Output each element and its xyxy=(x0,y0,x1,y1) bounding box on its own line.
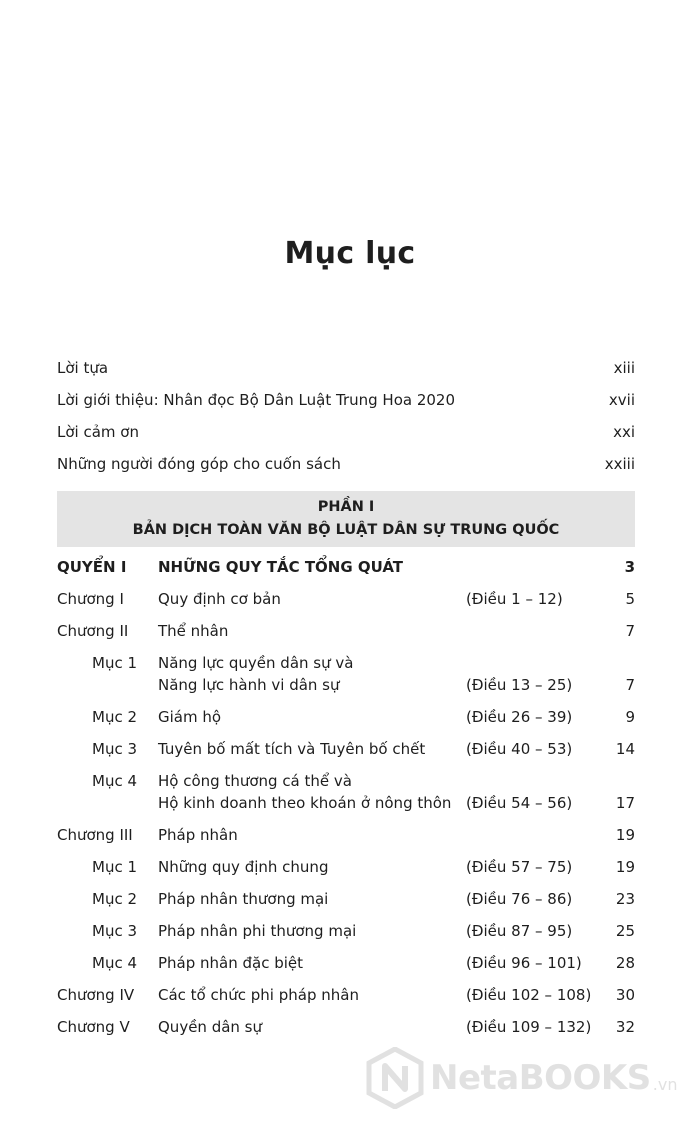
entry-label: Chương IV xyxy=(57,986,135,1004)
entry-title: Hộ công thương cá thể và xyxy=(158,772,352,790)
entry-title: Lời cảm ơn xyxy=(57,423,139,441)
entry-label: Mục 4 xyxy=(92,954,138,972)
entry-page: 25 xyxy=(615,922,635,940)
entry-page: 7 xyxy=(625,622,635,640)
toc-section-row xyxy=(57,733,635,765)
entry-title: Pháp nhân phi thương mại xyxy=(158,922,357,940)
entry-page: xxi xyxy=(613,423,635,441)
entry-label: QUYỂN I xyxy=(57,558,127,576)
entry-label: Chương I xyxy=(57,590,124,608)
entry-page: 14 xyxy=(615,740,635,758)
entry-page: 32 xyxy=(615,1018,635,1036)
entry-title: Lời giới thiệu: Nhân đọc Bộ Dân Luật Trung Hoa 2020 xyxy=(57,391,456,409)
entry-page: 5 xyxy=(625,590,635,608)
entry-page: 30 xyxy=(615,986,635,1004)
entry-articles: (Điều 87 – 95) xyxy=(466,922,573,940)
entry-articles: (Điều 40 – 53) xyxy=(466,740,573,758)
entry-articles: (Điều 76 – 86) xyxy=(466,890,573,908)
entry-title: Lời tựa xyxy=(57,359,109,377)
toc-list xyxy=(57,551,635,1043)
entry-page: 9 xyxy=(625,708,635,726)
watermark-suffix: .vn xyxy=(652,1075,678,1094)
entry-page: 3 xyxy=(624,558,635,576)
entry-title: Thể nhân xyxy=(158,622,229,640)
entry-label: Chương III xyxy=(57,826,133,844)
entry-articles: (Điều 54 – 56) xyxy=(466,794,573,812)
entry-title: NHỮNG QUY TẮC TỔNG QUÁT xyxy=(158,558,404,576)
entry-page: 19 xyxy=(615,826,635,844)
entry-title: Quy định cơ bản xyxy=(158,590,281,608)
front-matter-item xyxy=(57,384,635,416)
toc-chapter-row xyxy=(57,615,635,647)
entry-label: Chương II xyxy=(57,622,129,640)
entry-label: Chương V xyxy=(57,1018,130,1036)
entry-page: 19 xyxy=(615,858,635,876)
toc-section-row xyxy=(57,947,635,979)
part-title: BẢN DỊCH TOÀN VĂN BỘ LUẬT DÂN SỰ TRUNG QUỐC xyxy=(132,522,560,538)
toc-chapter-row xyxy=(57,583,635,615)
entry-title: Pháp nhân đặc biệt xyxy=(158,954,304,972)
entry-label: Mục 1 xyxy=(92,654,138,672)
entry-page: xvii xyxy=(608,391,635,409)
toc-section-row xyxy=(57,851,635,883)
entry-label: Mục 3 xyxy=(92,740,138,758)
entry-articles: (Điều 13 – 25) xyxy=(466,676,573,694)
entry-title: Năng lực quyền dân sự và xyxy=(158,654,354,672)
entry-title: Các tổ chức phi pháp nhân xyxy=(158,986,359,1004)
watermark xyxy=(366,1046,696,1110)
entry-page: 17 xyxy=(615,794,635,812)
toc-book-row xyxy=(57,551,635,583)
entry-articles: (Điều 102 – 108) xyxy=(466,986,592,1004)
watermark-text: NetaBOOKS xyxy=(430,1058,651,1098)
toc-section-row xyxy=(57,765,635,819)
entry-title: Pháp nhân xyxy=(158,826,238,844)
toc-chapter-row xyxy=(57,1011,635,1043)
entry-label: Mục 3 xyxy=(92,922,138,940)
entry-page: 28 xyxy=(615,954,635,972)
entry-articles: (Điều 96 – 101) xyxy=(466,954,582,972)
entry-title: Những người đóng góp cho cuốn sách xyxy=(57,455,341,473)
entry-title: Những quy định chung xyxy=(158,858,329,876)
entry-page: 23 xyxy=(615,890,635,908)
front-matter-item xyxy=(57,448,635,480)
toc-section-row xyxy=(57,701,635,733)
toc-section-row xyxy=(57,883,635,915)
entry-title: Pháp nhân thương mại xyxy=(158,890,329,908)
part-label: PHẦN I xyxy=(317,499,375,515)
entry-label: Mục 4 xyxy=(92,772,138,790)
entry-articles: (Điều 57 – 75) xyxy=(466,858,573,876)
hexagon-n-logo-icon xyxy=(366,1047,424,1109)
front-matter-item xyxy=(57,416,635,448)
entry-label: Mục 1 xyxy=(92,858,138,876)
entry-title: Quyền dân sự xyxy=(158,1018,263,1036)
entry-articles: (Điều 26 – 39) xyxy=(466,708,573,726)
entry-title: Giám hộ xyxy=(158,708,222,726)
toc-chapter-row xyxy=(57,819,635,851)
toc-chapter-row xyxy=(57,979,635,1011)
entry-articles: (Điều 109 – 132) xyxy=(466,1018,592,1036)
entry-title-line2: Năng lực hành vi dân sự xyxy=(158,676,340,694)
entry-label: Mục 2 xyxy=(92,890,138,908)
toc-section-row xyxy=(57,915,635,947)
entry-title-line2: Hộ kinh doanh theo khoán ở nông thôn xyxy=(158,794,452,812)
page-title: Mục lục xyxy=(284,236,416,271)
front-matter-item xyxy=(57,352,635,384)
entry-articles: (Điều 1 – 12) xyxy=(466,590,563,608)
part-banner xyxy=(57,491,635,547)
entry-label: Mục 2 xyxy=(92,708,138,726)
entry-title: Tuyên bố mất tích và Tuyên bố chết xyxy=(158,740,426,758)
entry-page: 7 xyxy=(625,676,635,694)
toc-section-row xyxy=(57,647,635,701)
entry-page: xxiii xyxy=(604,455,635,473)
front-matter-list xyxy=(57,352,635,480)
entry-page: xiii xyxy=(613,359,635,377)
